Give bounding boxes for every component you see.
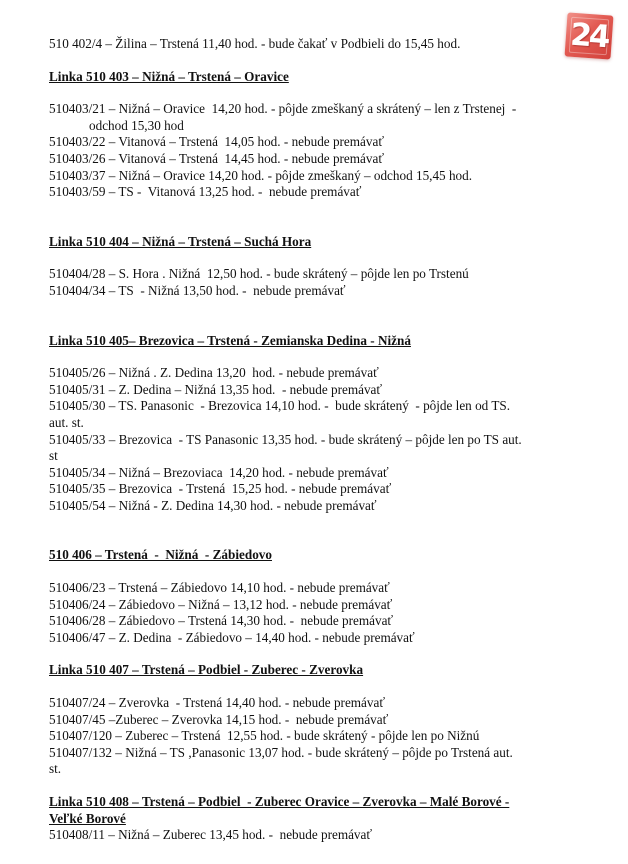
list-item: 510403/37 – Nižná – Oravice 14,20 hod. - pôjde zmeškaný – odchod 15,45 hod. (49, 167, 473, 183)
list-item: 510405/35 – Brezovica - Trstená 15,25 hod. - nebude premávať (49, 481, 392, 497)
news-24-logo (565, 12, 614, 59)
list-item: 510405/26 – Nižná . Z. Dedina 13,20 hod. - nebude premávať (49, 365, 379, 381)
list-item: 510404/34 – TS - Nižná 13,50 hod. - nebude premávať (49, 282, 346, 298)
list-item: 510403/59 – TS - Vitanová 13,25 hod. - nebude premávať (49, 184, 362, 200)
section-heading-510-403: Linka 510 403 – Nižná – Trstená – Oravice (49, 68, 289, 84)
list-item-continuation: st (49, 448, 58, 464)
list-item: 510407/132 – Nižná – TS ,Panasonic 13,07 hod. - bude skrátený – pôjde po Trstená aut. (49, 744, 513, 760)
list-item: 510407/120 – Zuberec – Trstená 12,55 hod. - bude skrátený - pôjde len po Nižnú (49, 728, 480, 744)
list-item: 510405/30 – TS. Panasonic - Brezovica 14,10 hod. - bude skrátený - pôjde len od TS. (49, 398, 511, 414)
section-heading-510-406: 510 406 – Trstená - Nižná - Zábiedovo (49, 547, 272, 563)
list-item-continuation: odchod 15,30 hod (89, 117, 184, 133)
list-item: 510406/47 – Z. Dedina - Zábiedovo – 14,40 hod. - nebude premávať (49, 629, 415, 645)
list-item: 510407/45 –Zuberec – Zverovka 14,15 hod. - nebude premávať (49, 711, 389, 727)
section-heading-510-408: Linka 510 408 – Trstená – Podbiel - Zuberec Oravice – Zverovka – Malé Borové - (49, 794, 510, 809)
list-item: 510405/31 – Z. Dedina – Nižná 13,35 hod. - nebude premávať (49, 381, 383, 397)
section-heading-510-408-continuation: Veľké Borové (49, 810, 126, 826)
list-item: 510405/34 – Nižná – Brezoviaca 14,20 hod. - nebude premávať (49, 464, 389, 480)
logo-text: 24 (569, 16, 609, 56)
section-heading-510-404: Linka 510 404 – Nižná – Trstená – Suchá Hora (49, 233, 312, 249)
intro-line: 510 402/4 – Žilina – Trstená 11,40 hod. - bude čakať v Podbieli do 15,45 hod. (49, 36, 461, 51)
list-item: 510405/54 – Nižná - Z. Dedina 14,30 hod. - nebude premávať (49, 497, 377, 513)
list-item: 510406/28 – Zábiedovo – Trstená 14,30 hod. - nebude premávať (49, 613, 394, 629)
list-item: 510407/24 – Zverovka - Trstená 14,40 hod. - nebude premávať (49, 695, 385, 711)
document-page (49, 36, 569, 844)
list-item: 510403/26 – Vitanová – Trstená 14,45 hod. - nebude premávať (49, 150, 384, 166)
list-item-continuation: st. (49, 761, 62, 777)
list-item: 510403/21 – Nižná – Oravice 14,20 hod. - pôjde zmeškaný a skrátený – len z Trstenej - (49, 101, 517, 117)
list-item: 510405/33 – Brezovica - TS Panasonic 13,35 hod. - bude skrátený – pôjde len po TS aut. (49, 431, 522, 447)
list-item: 510404/28 – S. Hora . Nižná 12,50 hod. - bude skrátený – pôjde len po Trstenú (49, 266, 469, 282)
list-item: 510406/23 – Trstená – Zábiedovo 14,10 hod. - nebude premávať (49, 580, 390, 596)
section-heading-510-405: Linka 510 405– Brezovica – Trstená - Zemianska Dedina - Nižná (49, 332, 411, 348)
list-item-continuation: aut. st. (49, 414, 84, 430)
list-item: 510406/24 – Zábiedovo – Nižná – 13,12 hod. - nebude premávať (49, 596, 393, 612)
list-item: 510403/22 – Vitanová – Trstená 14,05 hod. - nebude premávať (49, 134, 384, 150)
list-item: 510408/11 – Nižná – Zuberec 13,45 hod. - nebude premávať (49, 827, 373, 843)
section-heading-510-407: Linka 510 407 – Trstená – Podbiel - Zuberec - Zverovka (49, 662, 364, 678)
